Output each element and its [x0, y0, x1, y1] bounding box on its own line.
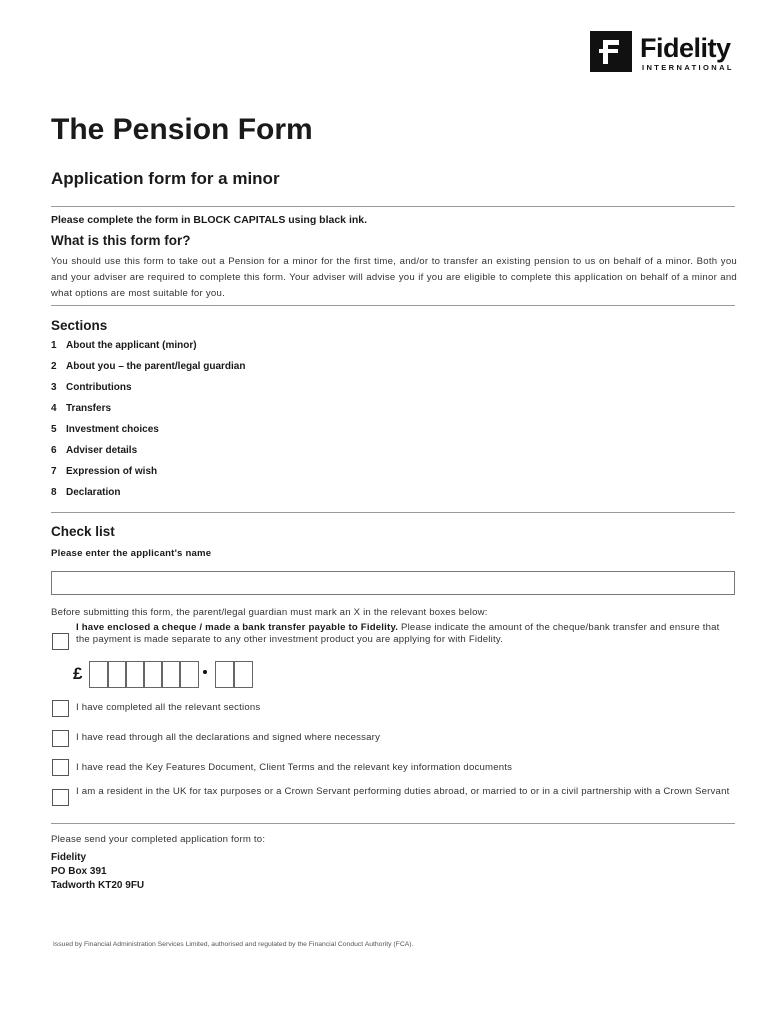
checkbox-uk-resident[interactable]: [52, 789, 69, 806]
address-line: Tadworth KT20 9FU: [51, 880, 145, 891]
list-item: [51, 487, 245, 508]
list-item: [51, 466, 245, 487]
logo-wordmark: Fidelity: [640, 33, 731, 63]
cheque-text-rest: Please indicate the amount of the cheque/bank transfer and ensure that the payment is made separate to any other investment product you are applying for with Fidelity.: [76, 622, 720, 645]
section-number: 4: [51, 403, 57, 414]
divider: [51, 512, 735, 513]
logo-subtitle: INTERNATIONAL: [642, 63, 734, 72]
page-subtitle: Application form for a minor: [51, 169, 280, 188]
amount-pence-box[interactable]: [215, 661, 235, 688]
send-label: Please send your completed application form to:: [51, 834, 266, 845]
cheque-checkbox[interactable]: [52, 633, 69, 650]
section-label: About you – the parent/legal guardian: [66, 361, 246, 372]
checklist-item-label: I am a resident in the UK for tax purposes or a Crown Servant performing duties abroad, or married to or in a civil partnership with a Crown Servant: [76, 786, 730, 797]
list-item: [51, 361, 245, 382]
divider: [51, 206, 735, 207]
amount-digit-box[interactable]: [125, 661, 145, 688]
section-label: Adviser details: [66, 445, 138, 456]
section-number: 7: [51, 466, 57, 477]
section-number: 8: [51, 487, 57, 498]
what-for-heading: What is this form for?: [51, 233, 191, 248]
sections-heading: Sections: [51, 318, 108, 333]
list-item: [51, 424, 245, 445]
section-number: 6: [51, 445, 57, 456]
applicant-name-label: Please enter the applicant's name: [51, 548, 212, 559]
list-item: [51, 403, 245, 424]
amount-digit-box[interactable]: [107, 661, 127, 688]
checkbox-completed-sections[interactable]: [52, 700, 69, 717]
cheque-text: [76, 622, 736, 646]
divider: [51, 823, 735, 824]
section-label: Declaration: [66, 487, 121, 498]
list-item: [51, 382, 245, 403]
section-label: Expression of wish: [66, 466, 158, 477]
instruction-text: Please complete the form in BLOCK CAPITALS using black ink.: [51, 214, 368, 226]
checkbox-read-key-features[interactable]: [52, 759, 69, 776]
amount-pence-box[interactable]: [233, 661, 253, 688]
section-number: 3: [51, 382, 57, 393]
footer-text: Issued by Financial Administration Services Limited, authorised and regulated by the Financial Conduct Authority (FCA).: [53, 941, 414, 948]
address-line: PO Box 391: [51, 866, 107, 877]
decimal-point: [203, 670, 207, 674]
section-label: Contributions: [66, 382, 132, 393]
cheque-text-bold: I have enclosed a cheque / made a bank transfer payable to Fidelity.: [76, 622, 399, 633]
amount-digit-box[interactable]: [179, 661, 199, 688]
sections-list: [51, 340, 245, 508]
section-number: 5: [51, 424, 57, 435]
page-title: The Pension Form: [51, 113, 313, 146]
fidelity-logo: [590, 31, 734, 73]
amount-digit-box[interactable]: [89, 661, 109, 688]
postal-address: [51, 851, 144, 893]
section-number: 1: [51, 340, 57, 351]
checklist-heading: Check list: [51, 524, 115, 539]
checkbox-read-declarations[interactable]: [52, 730, 69, 747]
applicant-name-field[interactable]: [51, 571, 735, 595]
checklist-item-label: I have read the Key Features Document, Client Terms and the relevant key information documents: [76, 762, 513, 773]
section-label: Investment choices: [66, 424, 159, 435]
what-for-body: You should use this form to take out a Pension for a minor for the first time, and/or to transfer an existing pension to us on behalf of a minor. Both you and your adviser are required to complete this form. Your adviser will advise you if you are eligible to complete this application on behalf of a minor and what options are most suitable for you.: [51, 256, 737, 299]
list-item: [51, 445, 245, 466]
section-number: 2: [51, 361, 57, 372]
checklist-intro: Before submitting this form, the parent/legal guardian must mark an X in the relevant boxes below:: [51, 607, 488, 618]
divider: [51, 305, 735, 306]
checklist-item-label: I have completed all the relevant sections: [76, 702, 261, 713]
list-item: [51, 340, 245, 361]
fidelity-f-icon: [590, 31, 632, 72]
address-line: Fidelity: [51, 852, 87, 863]
section-label: Transfers: [66, 403, 112, 414]
amount-digit-box[interactable]: [143, 661, 163, 688]
checklist-item-label: I have read through all the declarations and signed where necessary: [76, 732, 381, 743]
currency-symbol: £: [73, 664, 83, 683]
amount-digit-box[interactable]: [161, 661, 181, 688]
section-label: About the applicant (minor): [66, 340, 197, 351]
